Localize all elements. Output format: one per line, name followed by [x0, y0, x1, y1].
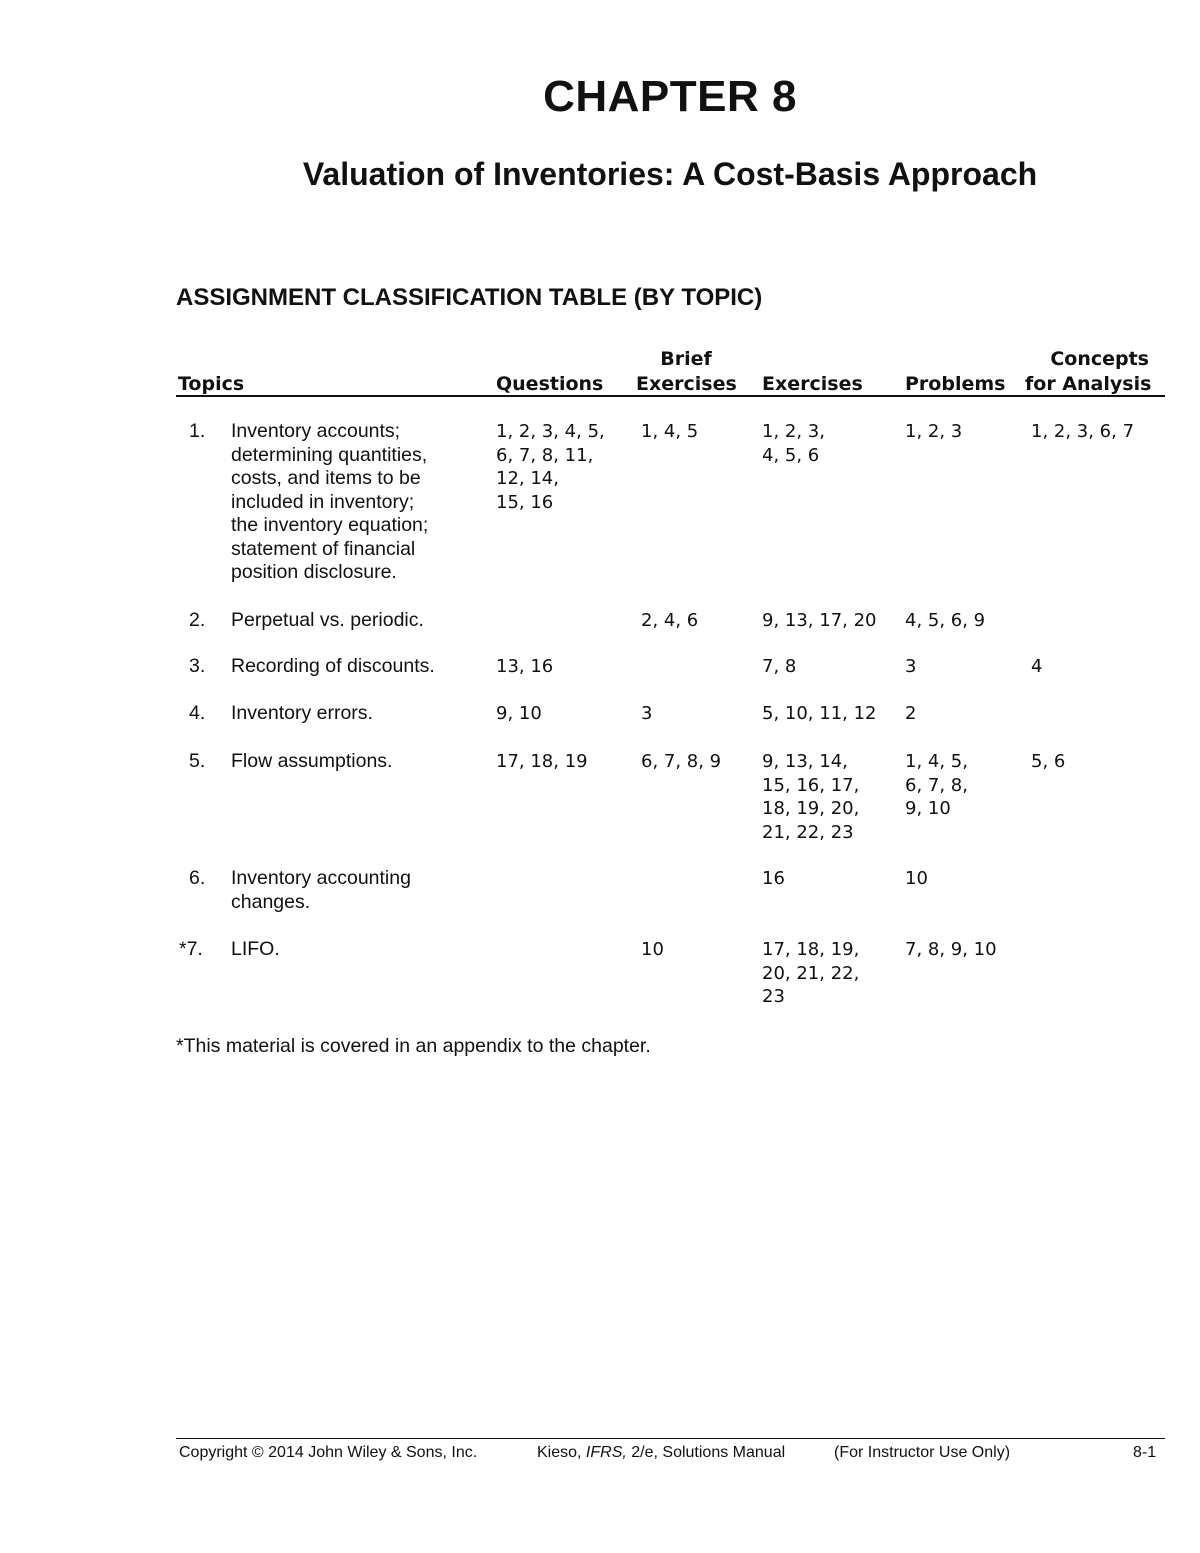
appendix-note: *This material is covered in an appendix to the chapter.	[176, 1035, 651, 1057]
row-brief-exercises: 1, 4, 5	[641, 421, 699, 442]
row-questions: 13, 16	[496, 656, 554, 677]
row-exercises: 5, 10, 11, 12	[762, 703, 877, 724]
footer-ifrs: IFRS,	[585, 1444, 627, 1461]
row-exercises: 9, 13, 17, 20	[762, 610, 877, 631]
section-title: ASSIGNMENT CLASSIFICATION TABLE (BY TOPIC)	[176, 284, 763, 311]
row-concepts: 4	[1031, 656, 1043, 677]
row-concepts: 5, 6	[1031, 751, 1066, 772]
row-number: 4.	[189, 702, 206, 724]
row-problems: 4, 5, 6, 9	[905, 610, 986, 631]
row-number: 2.	[189, 609, 206, 631]
header-for-analysis: for Analysis	[1025, 373, 1152, 395]
row-questions: 9, 10	[496, 703, 542, 724]
row-problems: 1, 4, 5, 6, 7, 8, 9, 10	[905, 751, 968, 819]
header-brief-exercises: Exercises	[636, 373, 737, 395]
chapter-heading: CHAPTER 8	[543, 72, 797, 121]
row-exercises: 1, 2, 3, 4, 5, 6	[762, 421, 825, 466]
page-number: 8-1	[1133, 1444, 1157, 1461]
header-topics: Topics	[178, 373, 245, 395]
row-topic: Inventory accounts; determining quantities, costs, and items to be included in inventory; the inventory equation; statement of financial position disclosure.	[231, 420, 429, 583]
row-exercises: 17, 18, 19, 20, 21, 22, 23	[762, 939, 860, 1007]
row-questions: 1, 2, 3, 4, 5, 6, 7, 8, 11, 12, 14, 15, 16	[496, 421, 605, 513]
row-problems: 1, 2, 3	[905, 421, 963, 442]
footer-instructor: (For Instructor Use Only)	[834, 1444, 1011, 1461]
row-topic: LIFO.	[231, 938, 280, 960]
chapter-subtitle: Valuation of Inventories: A Cost-Basis Approach	[302, 156, 1038, 192]
footer-rule	[176, 1438, 1165, 1439]
row-topic: Inventory accounting changes.	[231, 867, 411, 913]
footer-author: Kieso,	[537, 1444, 582, 1461]
row-questions: 17, 18, 19	[496, 751, 588, 772]
row-exercises: 16	[762, 868, 785, 889]
row-problems: 2	[905, 703, 917, 724]
header-rule	[176, 395, 1165, 397]
footer-book	[537, 1444, 785, 1462]
header-exercises: Exercises	[762, 373, 863, 395]
row-topic: Inventory errors.	[231, 702, 373, 724]
row-brief-exercises: 10	[641, 939, 664, 960]
row-concepts: 1, 2, 3, 6, 7	[1031, 421, 1135, 442]
row-number: 3.	[189, 655, 206, 677]
row-problems: 10	[905, 868, 928, 889]
row-brief-exercises: 3	[641, 703, 653, 724]
row-topic: Recording of discounts.	[231, 655, 435, 677]
footer-copyright: Copyright © 2014 John Wiley & Sons, Inc.	[179, 1444, 478, 1461]
row-exercises: 9, 13, 14, 15, 16, 17, 18, 19, 20, 21, 22, 23	[762, 751, 860, 843]
row-brief-exercises: 6, 7, 8, 9	[641, 751, 722, 772]
row-topic: Perpetual vs. periodic.	[231, 609, 424, 631]
row-number: 6.	[189, 867, 206, 889]
row-problems: 7, 8, 9, 10	[905, 939, 997, 960]
row-brief-exercises: 2, 4, 6	[641, 610, 699, 631]
row-number: 5.	[189, 750, 206, 772]
header-concepts: Concepts	[1050, 348, 1149, 370]
header-brief: Brief	[660, 348, 712, 370]
row-number: *7.	[179, 938, 203, 960]
row-problems: 3	[905, 656, 917, 677]
row-number: 1.	[189, 420, 206, 442]
header-questions: Questions	[496, 373, 604, 395]
row-topic: Flow assumptions.	[231, 750, 393, 772]
row-exercises: 7, 8	[762, 656, 797, 677]
header-problems: Problems	[905, 373, 1006, 395]
footer-manual: 2/e, Solutions Manual	[631, 1444, 786, 1461]
